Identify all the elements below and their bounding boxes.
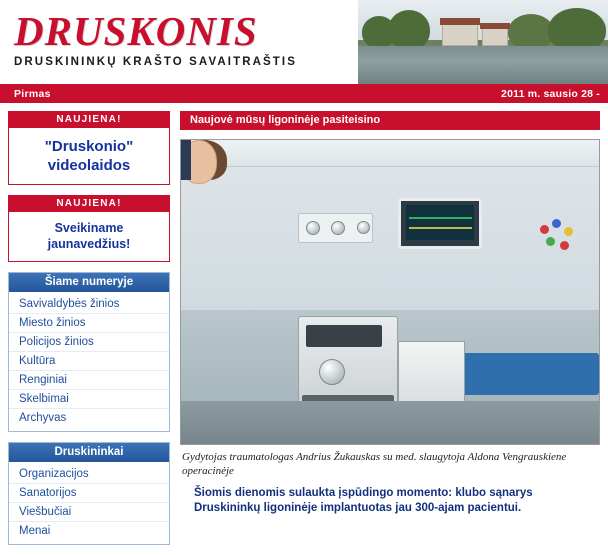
list-item: [9, 409, 169, 427]
sidebar-item-sanatorijos[interactable]: Sanatorijos: [9, 484, 169, 503]
sidebar-item-savivaldybes-zinios[interactable]: Savivaldybės žinios: [9, 295, 169, 314]
photo-wall: [181, 140, 599, 328]
list-item: [9, 484, 169, 503]
dot-red: [540, 225, 549, 234]
building-roof: [480, 23, 510, 29]
list-item: [9, 371, 169, 390]
photo-ceiling: [181, 140, 599, 167]
panel-knob-icon: [331, 221, 345, 235]
dot-green: [546, 237, 555, 246]
ecg-line: [409, 227, 472, 229]
machine-display: [306, 325, 381, 346]
menu-druskininkai: [8, 442, 170, 545]
site-title: DRUSKONIS: [14, 8, 258, 54]
photo-water: [358, 46, 608, 84]
site-logo[interactable]: [14, 8, 344, 68]
menu-siame-numeryje: [8, 272, 170, 432]
site-subtitle: DRUSKININKŲ KRAŠTO SAVAITRAŠTIS: [14, 56, 297, 68]
sidebar-item-skelbimai[interactable]: Skelbimai: [9, 390, 169, 409]
promo-badge: NAUJIENA!: [9, 112, 169, 128]
menu-header: Šiame numeryje: [9, 273, 169, 292]
promo-line-1: Sveikiname: [54, 221, 124, 235]
promo-badge: NAUJIENA!: [9, 196, 169, 212]
vitals-monitor: [398, 198, 482, 250]
sidebar-item-menai[interactable]: Menai: [19, 525, 51, 537]
wall-decoration: [540, 219, 580, 259]
list-item: [9, 465, 169, 484]
ecg-line: [409, 217, 472, 219]
building-shape: [482, 28, 508, 46]
panel-knob-icon: [306, 221, 320, 235]
sidebar-item-miesto-zinios[interactable]: Miesto žinios: [9, 314, 169, 333]
nav-item-pirmas[interactable]: Pirmas: [14, 87, 51, 100]
sidebar-item-renginiai[interactable]: Renginiai: [9, 371, 169, 390]
operating-bed: [449, 353, 599, 396]
sidebar-item-archyvas[interactable]: Archyvas: [19, 412, 67, 424]
dot-yellow: [564, 227, 573, 236]
photo-caption: Gydytojas traumatologas Andrius Žukauskas su med. slaugytoja Aldona Vengrauskiene operacinėje: [182, 451, 567, 477]
menu-list: [9, 292, 169, 431]
list-item: [9, 295, 169, 314]
doctor-tie: [181, 140, 191, 180]
masthead-photo: [358, 0, 608, 84]
sidebar-item-organizacijos[interactable]: Organizacijos: [9, 465, 169, 484]
content-area: [0, 103, 608, 555]
list-item: [9, 390, 169, 409]
building-shape: [442, 24, 478, 46]
machine-knob-icon: [319, 359, 345, 385]
dot-blue: [552, 219, 561, 228]
main-column: [180, 111, 600, 555]
list-item: [9, 352, 169, 371]
issue-date: 2011 m. sausio 28 -: [501, 87, 600, 100]
building-roof: [440, 18, 480, 25]
list-item: [9, 333, 169, 352]
promo-videolaidos[interactable]: [8, 111, 170, 185]
dot-red-2: [560, 241, 569, 250]
monitor-screen: [406, 205, 474, 240]
masthead: [0, 0, 608, 84]
list-item: [9, 314, 169, 333]
promo-line-2: videolaidos: [47, 157, 131, 174]
sidebar-item-kultura[interactable]: Kultūra: [9, 352, 169, 371]
panel-knob-icon: [357, 221, 370, 234]
promo-text: [9, 212, 169, 252]
tree-icon: [388, 10, 430, 50]
photo-floor: [181, 401, 599, 444]
promo-line-1: "Druskonio": [44, 138, 134, 155]
list-item: [9, 503, 169, 522]
promo-jaunavedziai[interactable]: [8, 195, 170, 262]
article-lead: Šiomis dienomis sulaukta įspūdingo momento: klubo sąnarys Druskininkų ligoninėje implantuotas jau 300-ajam pacientui.: [194, 487, 533, 514]
sidebar-item-viesbuciai[interactable]: Viešbučiai: [9, 503, 169, 522]
menu-list: [9, 462, 169, 544]
promo-line-2: jaunavedžius!: [47, 237, 131, 251]
navbar: [0, 84, 608, 103]
promo-text: [9, 128, 169, 175]
sidebar-item-policijos-zinios[interactable]: Policijos žinios: [9, 333, 169, 352]
article-photo: [180, 139, 600, 445]
article-headline[interactable]: Naujovė mūsų ligoninėje pasiteisino: [180, 111, 600, 130]
menu-header: Druskininkai: [9, 443, 169, 462]
list-item: [9, 522, 169, 540]
sidebar: [8, 111, 170, 555]
